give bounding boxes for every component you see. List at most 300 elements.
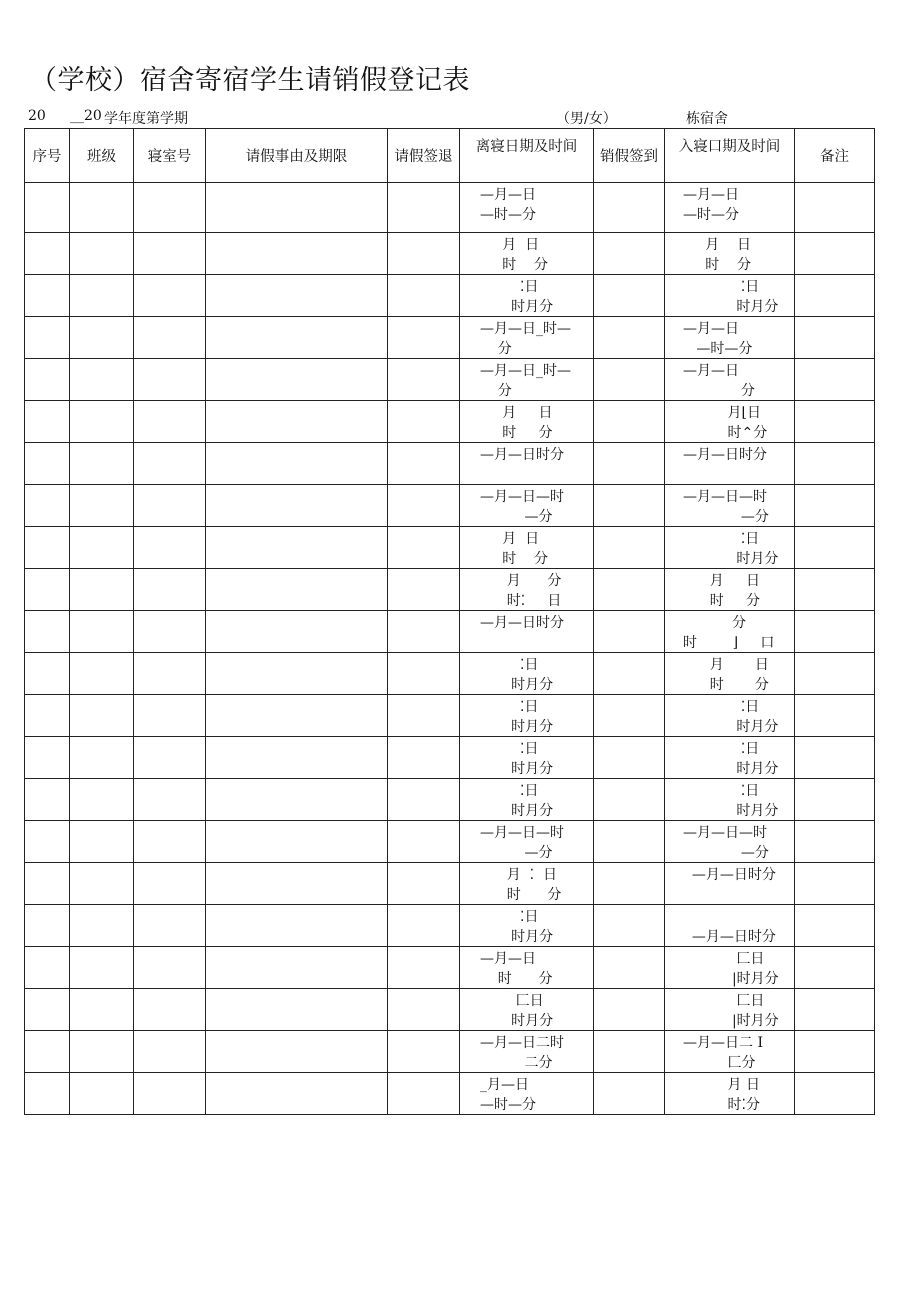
table-row [25,443,875,485]
leave-time-line: ⁚日 [480,699,539,715]
cell-room[interactable] [134,401,206,443]
cell-seq[interactable] [25,275,70,317]
cell-leave-time[interactable] [460,485,594,527]
cell-class[interactable] [70,653,134,695]
cell-leave-sign[interactable] [388,863,460,905]
leave-time-line: —分 [480,509,553,525]
return-time-line: 月 日 [683,1077,760,1093]
form-title: （学校）宿舍寄宿学生请销假登记表 [30,65,470,96]
cell-return-sign[interactable] [594,905,665,947]
return-time-line: 分 [683,383,755,399]
cell-leave-time[interactable] [460,737,594,779]
leave-register-table [24,128,875,1115]
cell-seq[interactable] [25,401,70,443]
cell-reason[interactable] [206,863,388,905]
cell-return-sign[interactable] [594,527,665,569]
leave-time-line: ⁚日 [480,279,539,295]
cell-return-time[interactable] [665,1031,795,1073]
cell-seq[interactable] [25,443,70,485]
cell-leave-sign[interactable] [388,821,460,863]
return-time-line: 匚分 [683,1055,756,1071]
table-row [25,527,875,569]
cell-class[interactable] [70,275,134,317]
leave-time-line: —月—日 [480,187,536,203]
cell-class[interactable] [70,989,134,1031]
leave-time-line: ⁚日 [480,657,539,673]
return-time-line: 匚日 [683,993,765,1009]
cell-leave-sign[interactable] [388,183,460,233]
return-time-line: —月—日时分 [683,929,776,945]
leave-time-line: 时 分 [480,971,553,987]
cell-return-sign[interactable] [594,1031,665,1073]
cell-seq[interactable] [25,1073,70,1115]
cell-leave-sign[interactable] [388,443,460,485]
cell-reason[interactable] [206,905,388,947]
cell-return-sign[interactable] [594,653,665,695]
year-start: 20 [28,108,46,124]
table-body [25,183,875,1115]
cell-class[interactable] [70,485,134,527]
cell-leave-time[interactable] [460,183,594,233]
return-time-line: 时月分 [683,761,779,777]
table-row [25,695,875,737]
cell-leave-sign[interactable] [388,233,460,275]
cell-leave-time[interactable] [460,611,594,653]
leave-time-line: —时—分 [480,1097,536,1113]
table-row [25,1073,875,1115]
cell-remarks[interactable] [795,359,875,401]
cell-remarks[interactable] [795,821,875,863]
cell-return-time[interactable] [665,401,795,443]
cell-room[interactable] [134,611,206,653]
return-time-line: —月—日 [683,321,739,337]
return-time-line: —月—日 [683,363,739,379]
cell-class[interactable] [70,1073,134,1115]
table-row [25,611,875,653]
cell-return-time[interactable] [665,989,795,1031]
header-return-time: 入寝口期及时间 [665,129,795,183]
cell-return-sign[interactable] [594,695,665,737]
cell-seq[interactable] [25,695,70,737]
return-time-line: 时 分 [683,677,769,693]
cell-remarks[interactable] [795,989,875,1031]
cell-remarks[interactable] [795,695,875,737]
cell-return-sign[interactable] [594,611,665,653]
cell-seq[interactable] [25,317,70,359]
cell-class[interactable] [70,695,134,737]
cell-leave-sign[interactable] [388,275,460,317]
cell-leave-time[interactable] [460,275,594,317]
cell-reason[interactable] [206,317,388,359]
leave-time-line: —时—分 [480,207,536,223]
table-row [25,779,875,821]
cell-seq[interactable] [25,821,70,863]
cell-class[interactable] [70,569,134,611]
cell-seq[interactable] [25,653,70,695]
return-time-line: —月—日—时 [683,489,767,505]
cell-room[interactable] [134,1073,206,1115]
cell-leave-time[interactable] [460,527,594,569]
cell-reason[interactable] [206,275,388,317]
cell-remarks[interactable] [795,485,875,527]
leave-time-line: —月—日二时 [480,1035,564,1051]
cell-seq[interactable] [25,527,70,569]
table-row [25,569,875,611]
cell-room[interactable] [134,317,206,359]
cell-return-time[interactable] [665,183,795,233]
cell-return-sign[interactable] [594,233,665,275]
cell-return-time[interactable] [665,275,795,317]
leave-time-line: ⁚日 [480,783,539,799]
cell-room[interactable] [134,275,206,317]
return-time-line: 时月分 [683,299,779,315]
return-time-line: —月—日时分 [683,447,767,463]
cell-class[interactable] [70,611,134,653]
cell-leave-sign[interactable] [388,989,460,1031]
cell-remarks[interactable] [795,947,875,989]
cell-leave-sign[interactable] [388,695,460,737]
cell-seq[interactable] [25,569,70,611]
return-time-line: —月—日—时 [683,825,767,841]
cell-seq[interactable] [25,989,70,1031]
return-time-line: 月⌊日 [683,405,761,421]
cell-leave-sign[interactable] [388,569,460,611]
header-reason: 请假事由及期限 [206,129,388,183]
cell-room[interactable] [134,443,206,485]
cell-leave-sign[interactable] [388,401,460,443]
cell-room[interactable] [134,779,206,821]
header-leave-sign: 请假签退 [388,129,460,183]
return-time-line: ⁚日 [683,531,760,547]
cell-return-time[interactable] [665,569,795,611]
leave-time-line: 时 分 [480,551,549,567]
gender-label: （男/女） [556,111,617,127]
cell-reason[interactable] [206,947,388,989]
cell-return-time[interactable] [665,317,795,359]
cell-return-time[interactable] [665,779,795,821]
cell-room[interactable] [134,695,206,737]
cell-return-sign[interactable] [594,737,665,779]
cell-remarks[interactable] [795,401,875,443]
cell-leave-time[interactable] [460,1073,594,1115]
return-time-line: ⁚日 [683,783,760,799]
return-time-line: 时月分 [683,551,779,567]
cell-room[interactable] [134,485,206,527]
leave-time-line: 二分 [480,1055,553,1071]
cell-return-time[interactable] [665,443,795,485]
cell-remarks[interactable] [795,653,875,695]
cell-class[interactable] [70,183,134,233]
table-row [25,359,875,401]
cell-room[interactable] [134,183,206,233]
leave-time-line: 时 分 [480,887,562,903]
cell-seq[interactable] [25,1031,70,1073]
cell-class[interactable] [70,947,134,989]
cell-return-time[interactable] [665,233,795,275]
cell-class[interactable] [70,401,134,443]
cell-return-sign[interactable] [594,359,665,401]
cell-leave-sign[interactable] [388,527,460,569]
cell-seq[interactable] [25,183,70,233]
leave-time-line: 时 分 [480,257,549,273]
header-row [25,129,875,183]
cell-leave-time[interactable] [460,359,594,401]
cell-remarks[interactable] [795,779,875,821]
cell-reason[interactable] [206,611,388,653]
table-row [25,275,875,317]
year-end: __20 [70,108,102,124]
cell-seq[interactable] [25,359,70,401]
cell-reason[interactable] [206,779,388,821]
leave-time-line: 月 日 [480,237,540,253]
building-label: 栋宿舍 [686,111,728,127]
cell-seq[interactable] [25,779,70,821]
cell-return-sign[interactable] [594,401,665,443]
cell-return-sign[interactable] [594,317,665,359]
cell-remarks[interactable] [795,183,875,233]
leave-time-line: —月—日 [480,951,536,967]
cell-return-time[interactable] [665,905,795,947]
cell-leave-sign[interactable] [388,359,460,401]
cell-class[interactable] [70,821,134,863]
cell-leave-sign[interactable] [388,779,460,821]
cell-room[interactable] [134,905,206,947]
cell-leave-sign[interactable] [388,611,460,653]
cell-leave-time[interactable] [460,653,594,695]
cell-reason[interactable] [206,527,388,569]
cell-leave-time[interactable] [460,443,594,485]
cell-seq[interactable] [25,737,70,779]
cell-seq[interactable] [25,611,70,653]
return-time-line: 月 日 [683,237,752,253]
cell-class[interactable] [70,863,134,905]
cell-remarks[interactable] [795,527,875,569]
cell-leave-sign[interactable] [388,1073,460,1115]
table-row [25,989,875,1031]
table-row [25,821,875,863]
cell-leave-time[interactable] [460,233,594,275]
header-class: 班级 [70,129,134,183]
return-time-line: —月—日时分 [683,867,776,883]
cell-leave-sign[interactable] [388,905,460,947]
cell-reason[interactable] [206,653,388,695]
leave-time-line: 月 日 [480,531,540,547]
cell-remarks[interactable] [795,317,875,359]
return-time-line: |时月分 [683,971,779,987]
leave-time-line: 时⁚ 日 [480,593,562,609]
cell-room[interactable] [134,989,206,1031]
leave-time-line: 月 ⁚ 日 [480,867,557,883]
leave-time-line: —月—日—时 [480,825,564,841]
cell-remarks[interactable] [795,737,875,779]
cell-leave-time[interactable] [460,821,594,863]
leave-time-line: _月—日 [480,1077,529,1093]
cell-leave-time[interactable] [460,989,594,1031]
return-time-line: 时 ⌋ 口 [683,635,775,651]
cell-class[interactable] [70,1031,134,1073]
cell-return-time[interactable] [665,737,795,779]
cell-remarks[interactable] [795,275,875,317]
table-row [25,905,875,947]
cell-return-time[interactable] [665,653,795,695]
return-time-line: 匚日 [683,951,765,967]
cell-room[interactable] [134,737,206,779]
cell-room[interactable] [134,863,206,905]
cell-leave-time[interactable] [460,695,594,737]
cell-class[interactable] [70,737,134,779]
cell-remarks[interactable] [795,1031,875,1073]
table-row [25,1031,875,1073]
cell-room[interactable] [134,527,206,569]
cell-leave-time[interactable] [460,905,594,947]
cell-reason[interactable] [206,989,388,1031]
cell-remarks[interactable] [795,611,875,653]
cell-class[interactable] [70,317,134,359]
cell-seq[interactable] [25,863,70,905]
cell-leave-time[interactable] [460,401,594,443]
cell-remarks[interactable] [795,569,875,611]
cell-remarks[interactable] [795,233,875,275]
table-row [25,317,875,359]
cell-return-sign[interactable] [594,989,665,1031]
cell-class[interactable] [70,905,134,947]
cell-return-sign[interactable] [594,947,665,989]
cell-remarks[interactable] [795,863,875,905]
cell-reason[interactable] [206,233,388,275]
return-time-line: 月 日 [683,573,760,589]
return-time-line: 时 分 [683,593,760,609]
cell-reason[interactable] [206,1031,388,1073]
cell-return-time[interactable] [665,485,795,527]
leave-time-line: ⁚日 [480,909,539,925]
cell-return-time[interactable] [665,821,795,863]
cell-return-sign[interactable] [594,569,665,611]
cell-leave-sign[interactable] [388,947,460,989]
cell-class[interactable] [70,233,134,275]
leave-time-line: 时月分 [480,299,554,315]
cell-room[interactable] [134,947,206,989]
cell-return-sign[interactable] [594,485,665,527]
cell-leave-time[interactable] [460,317,594,359]
cell-return-time[interactable] [665,947,795,989]
cell-remarks[interactable] [795,1073,875,1115]
cell-reason[interactable] [206,183,388,233]
cell-seq[interactable] [25,233,70,275]
cell-reason[interactable] [206,737,388,779]
cell-return-sign[interactable] [594,183,665,233]
return-time-line: |时月分 [683,1013,779,1029]
cell-reason[interactable] [206,569,388,611]
cell-reason[interactable] [206,821,388,863]
leave-time-line: —月—日_时— [480,321,571,337]
leave-time-line: 分 [480,341,512,357]
cell-class[interactable] [70,359,134,401]
cell-room[interactable] [134,821,206,863]
table-row [25,653,875,695]
cell-return-time[interactable] [665,863,795,905]
cell-seq[interactable] [25,905,70,947]
leave-time-line: —月—日_时— [480,363,571,379]
cell-return-sign[interactable] [594,779,665,821]
table-row [25,183,875,233]
cell-room[interactable] [134,233,206,275]
cell-leave-time[interactable] [460,863,594,905]
cell-return-time[interactable] [665,611,795,653]
cell-return-time[interactable] [665,527,795,569]
cell-reason[interactable] [206,485,388,527]
cell-reason[interactable] [206,401,388,443]
cell-seq[interactable] [25,947,70,989]
return-time-line: —月—日 [683,187,739,203]
cell-leave-sign[interactable] [388,653,460,695]
cell-leave-sign[interactable] [388,485,460,527]
cell-leave-time[interactable] [460,779,594,821]
term-label: 学年度第学期 [104,111,188,127]
cell-reason[interactable] [206,695,388,737]
leave-time-line: 时月分 [480,1013,554,1029]
cell-return-sign[interactable] [594,443,665,485]
table-row [25,947,875,989]
cell-leave-time[interactable] [460,569,594,611]
table-row [25,737,875,779]
cell-return-time[interactable] [665,359,795,401]
leave-time-line: 分 [480,383,512,399]
table-row [25,863,875,905]
table-row [25,401,875,443]
cell-class[interactable] [70,443,134,485]
header-room: 寝室号 [134,129,206,183]
return-time-line: 分 [683,615,746,631]
return-time-line: ⁚日 [683,741,760,757]
cell-room[interactable] [134,653,206,695]
leave-time-line: 时月分 [480,761,554,777]
cell-seq[interactable] [25,485,70,527]
leave-time-line: 时月分 [480,719,554,735]
return-time-line: —分 [683,509,769,525]
cell-return-sign[interactable] [594,821,665,863]
header-leave-time: 离寝日期及时间 [460,129,594,183]
cell-leave-sign[interactable] [388,317,460,359]
cell-room[interactable] [134,569,206,611]
cell-class[interactable] [70,527,134,569]
return-time-line: 时⁚分 [683,1097,760,1113]
leave-time-line: 时月分 [480,929,554,945]
cell-leave-time[interactable] [460,1031,594,1073]
leave-time-line: 月 分 [480,573,562,589]
cell-room[interactable] [134,1031,206,1073]
cell-return-sign[interactable] [594,275,665,317]
return-time-line: ⁚日 [683,279,760,295]
cell-return-sign[interactable] [594,863,665,905]
cell-return-time[interactable] [665,1073,795,1115]
cell-leave-sign[interactable] [388,737,460,779]
cell-leave-sign[interactable] [388,1031,460,1073]
cell-room[interactable] [134,359,206,401]
cell-return-time[interactable] [665,695,795,737]
leave-time-line: —月—日时分 [480,447,564,463]
leave-time-line: 月 日 [480,405,553,421]
cell-leave-time[interactable] [460,947,594,989]
cell-remarks[interactable] [795,443,875,485]
leave-time-line: —分 [480,845,553,861]
cell-reason[interactable] [206,1073,388,1115]
cell-class[interactable] [70,779,134,821]
cell-reason[interactable] [206,443,388,485]
cell-return-sign[interactable] [594,1073,665,1115]
cell-reason[interactable] [206,359,388,401]
cell-remarks[interactable] [795,905,875,947]
leave-time-line: 时月分 [480,803,554,819]
